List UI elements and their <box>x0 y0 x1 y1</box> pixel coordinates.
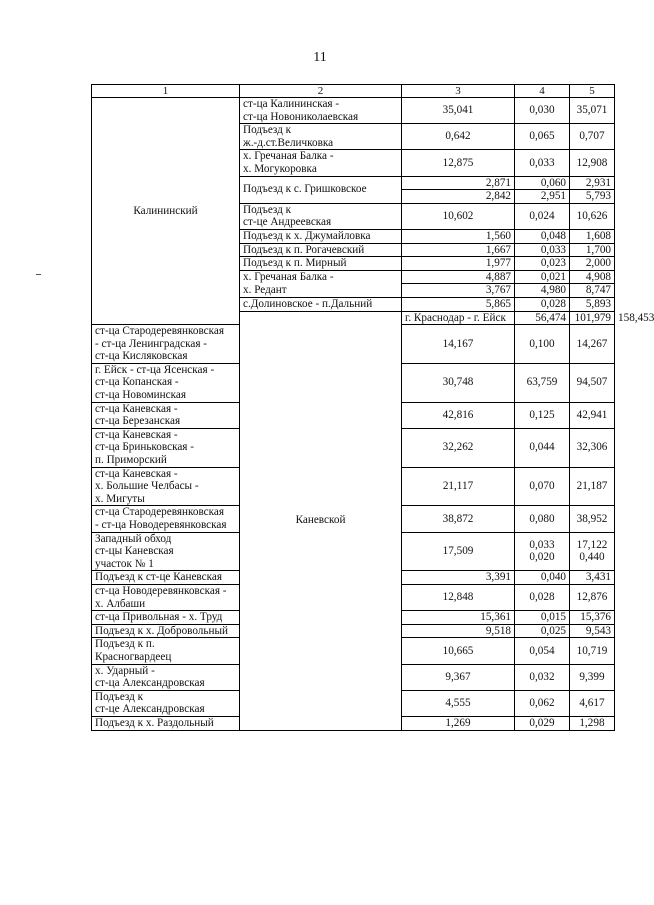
value-cell: 12,875 <box>402 150 515 176</box>
value-cell: 0,032 <box>515 664 570 690</box>
value-cell: 0,707 <box>570 124 615 150</box>
road-name-cell: Подъезд к п. Рогачевский <box>240 243 402 257</box>
road-name-cell: Подъезд к х. Добровольный <box>92 624 240 638</box>
value-cell: 0,054 <box>515 638 570 664</box>
road-name-cell: ст-ца Привольная - х. Труд <box>92 611 240 625</box>
value-cell: 32,306 <box>570 428 615 467</box>
value-cell: 2,951 <box>515 190 570 204</box>
road-name-cell: Подъезд к ст-це Андреевская <box>240 203 402 229</box>
road-name-cell: ст-ца Стародеревянковская - ст-ца Новодеревянковская <box>92 506 240 532</box>
value-cell: 0,060 <box>515 176 570 190</box>
value-cell: 1,977 <box>402 257 515 271</box>
value-cell: 15,361 <box>402 611 515 625</box>
value-cell: 42,816 <box>402 402 515 428</box>
margin-mark <box>36 274 41 275</box>
value-cell: 35,041 <box>402 98 515 124</box>
value-cell: 38,952 <box>570 506 615 532</box>
road-name-cell: ст-ца Каневская - ст-ца Березанская <box>92 402 240 428</box>
value-cell: 0,015 <box>515 611 570 625</box>
value-cell: 10,602 <box>402 203 515 229</box>
value-cell: 15,376 <box>570 611 615 625</box>
road-name-cell: Подъезд к ст-це Каневская <box>92 571 240 585</box>
value-cell: 38,872 <box>402 506 515 532</box>
value-cell: 1,298 <box>570 716 615 730</box>
value-cell: 42,941 <box>570 402 615 428</box>
value-cell: 1,667 <box>402 243 515 257</box>
road-name-cell: х. Гречаная Балка - х. Редант <box>240 270 402 297</box>
value-cell: 0,125 <box>515 402 570 428</box>
road-name-cell: х. Ударный - ст-ца Александровская <box>92 664 240 690</box>
value-cell: 9,543 <box>570 624 615 638</box>
value-cell: 9,518 <box>402 624 515 638</box>
column-header: 3 <box>402 85 515 98</box>
value-cell: 101,979 <box>570 311 615 325</box>
value-cell: 32,262 <box>402 428 515 467</box>
district-cell: Калининский <box>92 98 240 325</box>
value-cell: 9,399 <box>570 664 615 690</box>
value-cell: 56,474 <box>515 311 570 325</box>
value-cell: 0,024 <box>515 203 570 229</box>
value-cell: 0,100 <box>515 325 570 364</box>
value-cell: 17,509 <box>402 532 515 571</box>
value-cell: 4,617 <box>570 690 615 716</box>
road-name-cell: с.Долиновское - п.Дальний <box>240 297 402 311</box>
value-cell: 0,033 <box>515 243 570 257</box>
value-cell: 8,747 <box>570 284 615 298</box>
column-header: 1 <box>92 85 240 98</box>
value-cell: 0,642 <box>402 124 515 150</box>
column-header: 5 <box>570 85 615 98</box>
column-header: 2 <box>240 85 402 98</box>
table-row: Каневской г. Краснодар - г. Ейск 56,474 101,979 158,453 <box>92 311 615 325</box>
value-cell: 0,080 <box>515 506 570 532</box>
value-cell: 1,269 <box>402 716 515 730</box>
road-name-cell: Подъезд к ж.-д.ст.Величковка <box>240 124 402 150</box>
value-cell: 0,028 <box>515 297 570 311</box>
value-cell: 0,033 0,020 <box>515 532 570 571</box>
value-cell: 17,122 0,440 <box>570 532 615 571</box>
road-name-cell: Подъезд к х. Джумайловка <box>240 229 402 243</box>
value-cell: 0,033 <box>515 150 570 176</box>
road-name-cell: ст-ца Новодеревянковская - х. Албаши <box>92 584 240 610</box>
value-cell: 12,876 <box>570 584 615 610</box>
value-cell: 10,665 <box>402 638 515 664</box>
value-cell: 10,719 <box>570 638 615 664</box>
value-cell: 35,071 <box>570 98 615 124</box>
roads-table <box>91 84 654 731</box>
value-cell: 2,842 <box>402 190 515 204</box>
value-cell: 0,029 <box>515 716 570 730</box>
value-cell: 0,062 <box>515 690 570 716</box>
value-cell: 0,044 <box>515 428 570 467</box>
value-cell: 0,065 <box>515 124 570 150</box>
road-name-cell: г. Ейск - ст-ца Ясенская - ст-ца Копанская - ст-ца Новоминская <box>92 363 240 402</box>
road-name-cell: ст-ца Каневская - х. Большие Челбасы - х. Мигуты <box>92 467 240 506</box>
road-name-cell: Западный обход ст-цы Каневская участок № 1 <box>92 532 240 571</box>
road-name-cell: г. Краснодар - г. Ейск <box>402 311 515 325</box>
road-name-cell: Подъезд к ст-це Александровская <box>92 690 240 716</box>
road-name-cell: Подъезд к с. Гришковское <box>240 176 402 203</box>
value-cell: 5,793 <box>570 190 615 204</box>
road-name-cell: Подъезд к п. Красногвардеец <box>92 638 240 664</box>
value-cell: 2,000 <box>570 257 615 271</box>
road-name-cell: ст-ца Стародеревянковская - ст-ца Ленинградская - ст-ца Кисляковская <box>92 325 240 364</box>
value-cell: 5,865 <box>402 297 515 311</box>
value-cell: 2,871 <box>402 176 515 190</box>
value-cell: 3,431 <box>570 571 615 585</box>
value-cell: 4,980 <box>515 284 570 298</box>
value-cell: 30,748 <box>402 363 515 402</box>
district-cell: Каневской <box>240 311 402 730</box>
road-name-cell: х. Гречаная Балка - х. Могукоровка <box>240 150 402 176</box>
value-cell: 0,028 <box>515 584 570 610</box>
value-cell: 94,507 <box>570 363 615 402</box>
value-cell: 1,560 <box>402 229 515 243</box>
table-row <box>92 98 615 124</box>
column-number-row <box>92 85 615 98</box>
value-cell: 12,848 <box>402 584 515 610</box>
value-cell: 2,931 <box>570 176 615 190</box>
page-number: 11 <box>313 50 327 65</box>
value-cell: 0,040 <box>515 571 570 585</box>
value-cell: 0,070 <box>515 467 570 506</box>
value-cell: 4,908 <box>570 270 615 284</box>
value-cell: 10,626 <box>570 203 615 229</box>
road-name-cell: Подъезд к п. Мирный <box>240 257 402 271</box>
value-cell: 0,048 <box>515 229 570 243</box>
value-cell: 14,167 <box>402 325 515 364</box>
column-header: 4 <box>515 85 570 98</box>
value-cell: 12,908 <box>570 150 615 176</box>
value-cell: 14,267 <box>570 325 615 364</box>
value-cell: 3,767 <box>402 284 515 298</box>
value-cell: 21,187 <box>570 467 615 506</box>
value-cell: 0,025 <box>515 624 570 638</box>
value-cell: 0,030 <box>515 98 570 124</box>
value-cell: 1,608 <box>570 229 615 243</box>
value-cell: 21,117 <box>402 467 515 506</box>
road-name-cell: ст-ца Калининская - ст-ца Новониколаевская <box>240 98 402 124</box>
value-cell: 9,367 <box>402 664 515 690</box>
value-cell: 63,759 <box>515 363 570 402</box>
road-name-cell: ст-ца Каневская - ст-ца Бриньковская - п. Приморский <box>92 428 240 467</box>
value-cell: 0,021 <box>515 270 570 284</box>
road-name-cell: Подъезд к х. Раздольный <box>92 716 240 730</box>
value-cell: 0,023 <box>515 257 570 271</box>
value-cell: 5,893 <box>570 297 615 311</box>
value-cell: 3,391 <box>402 571 515 585</box>
value-cell: 1,700 <box>570 243 615 257</box>
value-cell: 4,555 <box>402 690 515 716</box>
value-cell: 4,887 <box>402 270 515 284</box>
